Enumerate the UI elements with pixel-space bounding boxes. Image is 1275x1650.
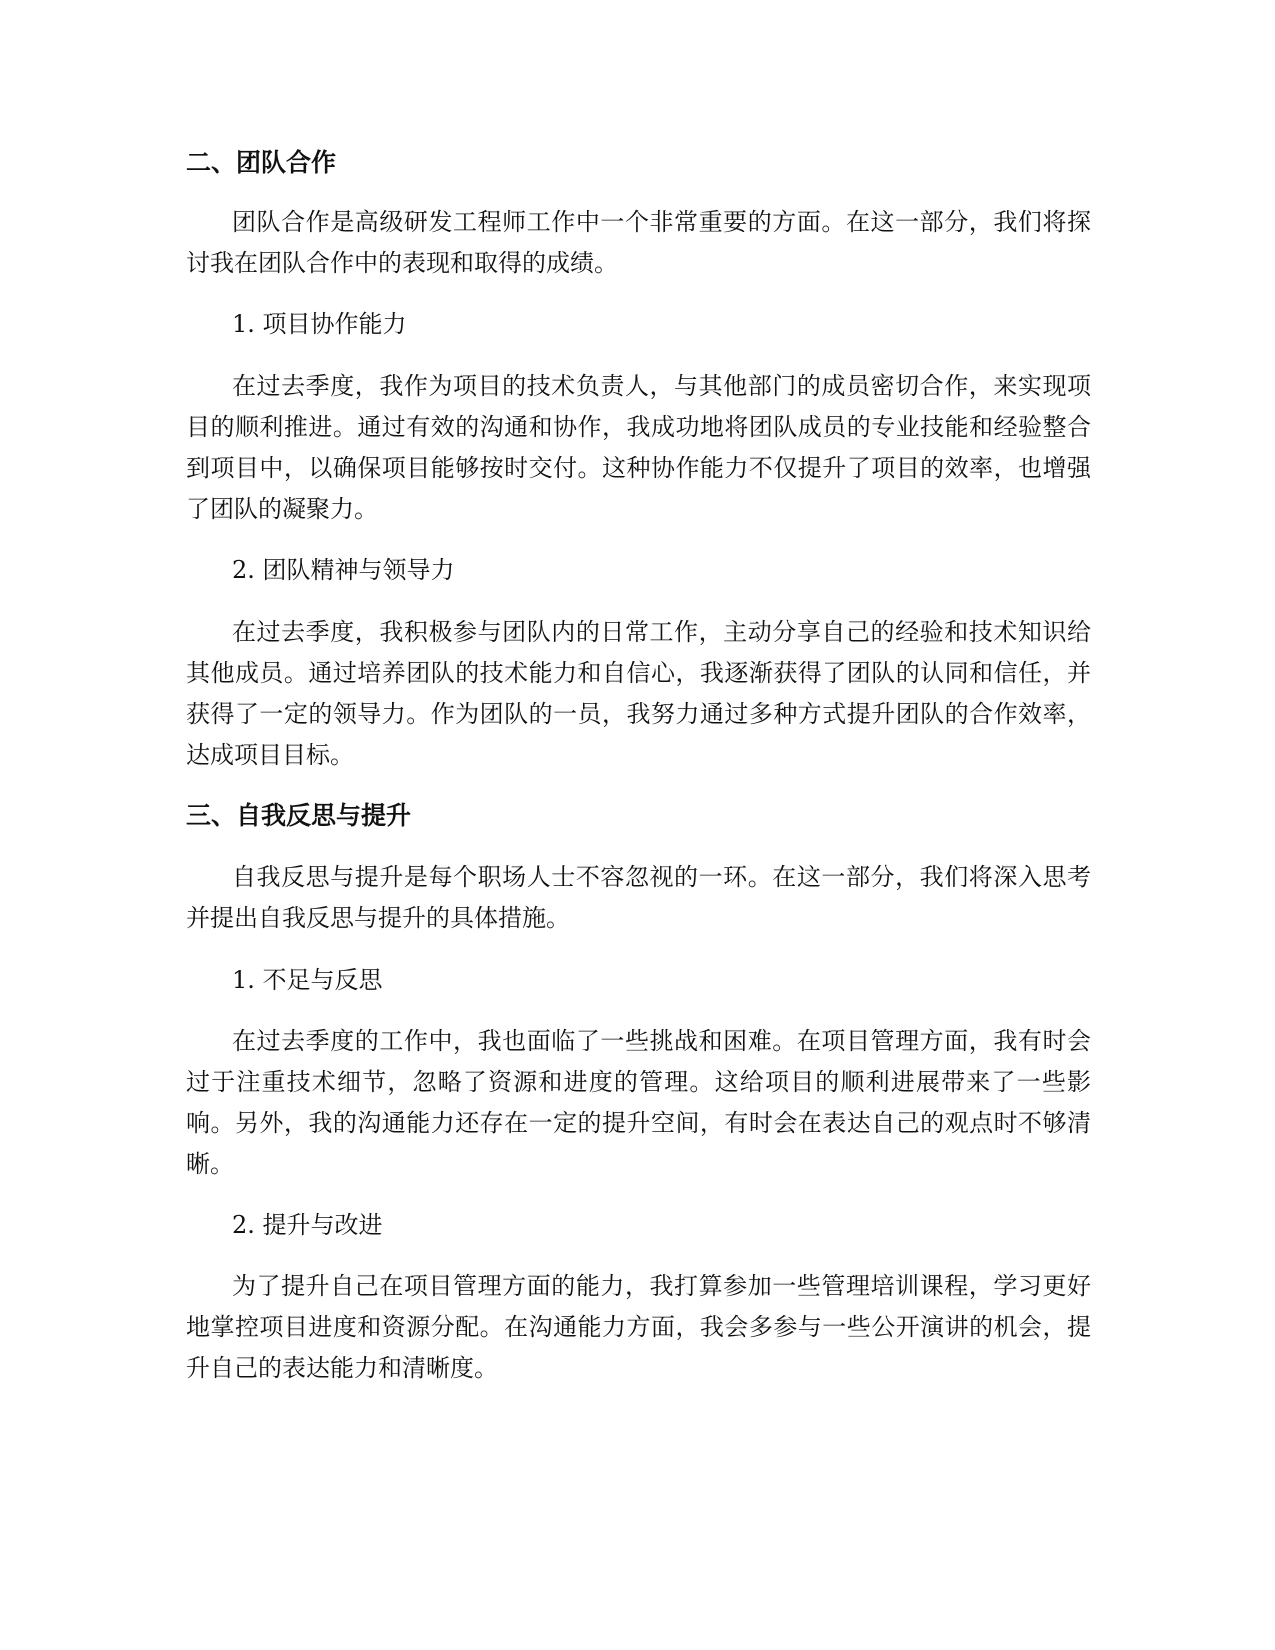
- section-2-paragraph-1: 在过去季度，我作为项目的技术负责人，与其他部门的成员密切合作，来实现项目的顺利推进。通过有效的沟通和协作，我成功地将团队成员的专业技能和经验整合到项目中，以确保项目能够按时交付。这种协作能力不仅提升了项目的效率，也增强了团队的凝聚力。: [186, 372, 1091, 523]
- section-3-heading: 三、自我反思与提升: [186, 801, 412, 830]
- section-2-paragraph-2: 在过去季度，我积极参与团队内的日常工作，主动分享自己的经验和技术知识给其他成员。通过培养团队的技术能力和自信心，我逐渐获得了团队的认同和信任，并获得了一定的领导力。作为团队的一员，我努力通过多种方式提升团队的合作效率，达成项目目标。: [186, 618, 1091, 769]
- section-2-heading: 二、团队合作: [186, 148, 337, 177]
- section-3-paragraph-1: 在过去季度的工作中，我也面临了一些挑战和困难。在项目管理方面，我有时会过于注重技术细节，忽略了资源和进度的管理。这给项目的顺利进展带来了一些影响。另外，我的沟通能力还存在一定的提升空间，有时会在表达自己的观点时不够清晰。: [186, 1027, 1091, 1178]
- section-2-subheading-2: 2. 团队精神与领导力: [232, 556, 455, 584]
- section-3-intro: 自我反思与提升是每个职场人士不容忽视的一环。在这一部分，我们将深入思考并提出自我反思与提升的具体措施。: [186, 863, 1091, 932]
- section-2-intro: 团队合作是高级研发工程师工作中一个非常重要的方面。在这一部分，我们将探讨我在团队合作中的表现和取得的成绩。: [186, 208, 1091, 277]
- section-3-subheading-1: 1. 不足与反思: [232, 966, 383, 994]
- section-2-subheading-1: 1. 项目协作能力: [232, 310, 407, 338]
- section-3-paragraph-2: 为了提升自己在项目管理方面的能力，我打算参加一些管理培训课程，学习更好地掌控项目进度和资源分配。在沟通能力方面，我会多参与一些公开演讲的机会，提升自己的表达能力和清晰度。: [186, 1272, 1091, 1382]
- section-3-subheading-2: 2. 提升与改进: [232, 1211, 383, 1239]
